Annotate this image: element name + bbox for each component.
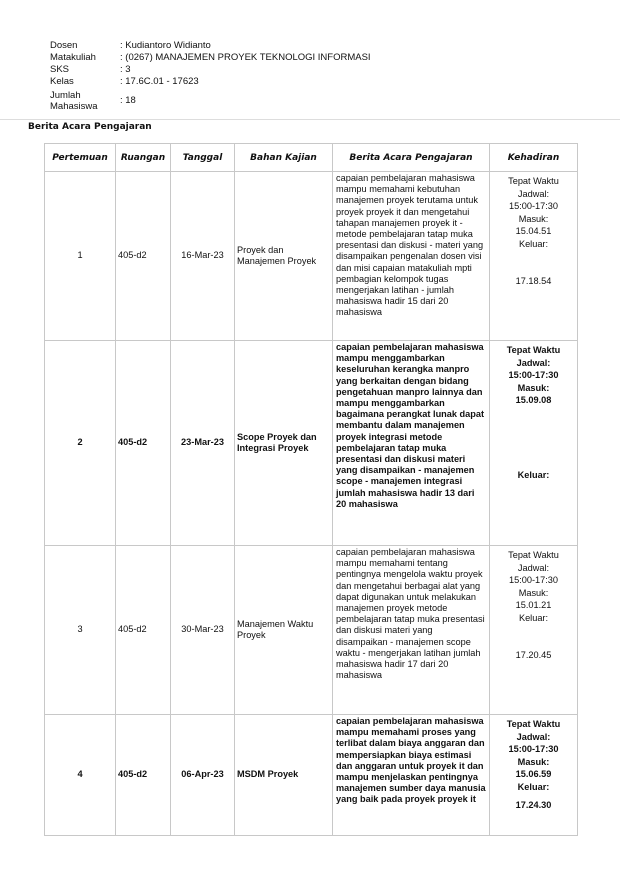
- header-berita-acara: Berita Acara Pengajaran: [333, 144, 490, 172]
- dosen-label: Dosen: [50, 40, 78, 51]
- cell-pertemuan: 1: [45, 172, 116, 341]
- kehadiran-jadwal-label: Jadwal:: [516, 731, 551, 742]
- kehadiran-keluar: 17.18.54: [515, 276, 552, 286]
- jumlah-label-line1: Jumlah: [50, 90, 81, 101]
- kehadiran-masuk-label: Masuk:: [517, 756, 550, 767]
- section-divider: [0, 119, 620, 120]
- kehadiran-keluar-label: Keluar:: [517, 781, 550, 792]
- cell-ruangan: 405-d2: [116, 341, 171, 546]
- kehadiran-keluar-label: Keluar:: [518, 612, 549, 623]
- cell-kehadiran: [490, 715, 578, 836]
- cell-bahan: MSDM Proyek: [235, 715, 333, 836]
- table-header-row: [45, 144, 578, 172]
- kehadiran-masuk: 15.01.21: [515, 600, 552, 610]
- header-bahan-kajian: Bahan Kajian: [235, 144, 333, 172]
- info-jumlah: [50, 90, 371, 112]
- kehadiran-status: Tepat Waktu: [506, 345, 561, 355]
- cell-pertemuan: 2: [45, 341, 116, 546]
- matakuliah-value: : (0267) MANAJEMEN PROYEK TEKNOLOGI INFORMASI: [120, 52, 371, 63]
- sks-value: : 3: [120, 64, 131, 75]
- dosen-value: : Kudiantoro Widianto: [120, 40, 211, 51]
- cell-tanggal: 23-Mar-23: [171, 341, 235, 546]
- info-dosen: [50, 40, 371, 52]
- jumlah-label-line2: Mahasiswa: [50, 101, 98, 112]
- sks-label: SKS: [50, 64, 70, 75]
- info-sks: [50, 64, 371, 76]
- kehadiran-jadwal: 15:00-17:30: [508, 370, 559, 380]
- kehadiran-masuk: 15.06.59: [515, 769, 552, 779]
- cell-kehadiran: [490, 546, 578, 715]
- kehadiran-jadwal: 15:00-17:30: [508, 201, 559, 211]
- matakuliah-label: Matakuliah: [50, 52, 96, 63]
- cell-ruangan: 405-d2: [116, 172, 171, 341]
- header-tanggal: Tanggal: [171, 144, 235, 172]
- cell-kehadiran: [490, 172, 578, 341]
- kehadiran-jadwal-label: Jadwal:: [516, 357, 551, 368]
- table-row: [45, 341, 578, 546]
- header-ruangan: Ruangan: [116, 144, 171, 172]
- kehadiran-masuk-label: Masuk:: [518, 587, 549, 598]
- kehadiran-status: Tepat Waktu: [506, 719, 561, 729]
- kehadiran-keluar: 17.20.45: [515, 650, 552, 660]
- kehadiran-masuk: 15.09.08: [515, 395, 552, 405]
- cell-pertemuan: 3: [45, 546, 116, 715]
- cell-tanggal: 30-Mar-23: [171, 546, 235, 715]
- cell-berita: capaian pembelajaran mahasiswa mampu memahami kebutuhan manajemen proyek terutama untuk proyek proyek it dan mengetahui tahapan manajemen proyek it - metode pembelajaran tatap muka presentasi dan diskusi - materi yang disampaikan pengenalan dosen visi dan misi capaian matakuliah mpti pembagian kelompok tugas mengerjakan latihan - jumlah mahasiswa hadir 15 dari 20 mahasiswa: [333, 172, 490, 341]
- table-row: [45, 715, 578, 836]
- cell-bahan: Manajemen Waktu Proyek: [235, 546, 333, 715]
- kehadiran-masuk-label: Masuk:: [518, 213, 549, 224]
- kehadiran-jadwal-label: Jadwal:: [517, 562, 550, 573]
- jumlah-label: [50, 90, 120, 112]
- kelas-label: Kelas: [50, 76, 74, 87]
- course-info: [50, 40, 371, 112]
- cell-tanggal: 16-Mar-23: [171, 172, 235, 341]
- cell-berita: capaian pembelajaran mahasiswa mampu memahami tentang pentingnya mengelola waktu proyek dan mengetahui berbagai alat yang dapat digunakan untuk melakukan manajemen proyek metode pembelajaran tatap muka presentasi dan diskusi materi yang disampaikan - manajemen scope waktu - mengerjakan latihan jumlah mahasiswa hadir 17 dari 20 mahasiswa: [333, 546, 490, 715]
- cell-berita: capaian pembelajaran mahasiswa mampu memahami proses yang terlibat dalam biaya anggaran dan mempersiapkan biaya estimasi dan anggaran untuk proyek it dan mampu menjelaskan pentingnya manajemen sumber daya manusia yang baik pada proyek proyek it: [333, 715, 490, 836]
- kehadiran-jadwal: 15:00-17:30: [508, 744, 559, 754]
- table-row: [45, 546, 578, 715]
- cell-bahan: Scope Proyek dan Integrasi Proyek: [235, 341, 333, 546]
- kehadiran-jadwal: 15:00-17:30: [508, 575, 559, 585]
- kehadiran-status: Tepat Waktu: [508, 550, 559, 560]
- kehadiran-keluar-label: Keluar:: [517, 469, 550, 480]
- cell-pertemuan: 4: [45, 715, 116, 836]
- kehadiran-status: Tepat Waktu: [508, 176, 559, 186]
- cell-tanggal: 06-Apr-23: [171, 715, 235, 836]
- kehadiran-masuk-label: Masuk:: [517, 382, 550, 393]
- section-title: Berita Acara Pengajaran: [28, 122, 152, 132]
- cell-bahan: Proyek dan Manajemen Proyek: [235, 172, 333, 341]
- kelas-value: : 17.6C.01 - 17623: [120, 76, 199, 87]
- cell-ruangan: 405-d2: [116, 715, 171, 836]
- cell-berita: capaian pembelajaran mahasiswa mampu menggambarkan keseluruhan kerangka manpro yang berkaitan dengan bidang pengetahuan manpro lainnya dan mampu menggambarkan bagaimana perangkat lunak dapat membantu dalam manajemen proyek integrasi metode pembelajaran tatap muka presentasi dan diskusi materi yang disampaikan - manajemen scope - manajemen integrasi jumlah mahasiswa hadir 13 dari 20 mahasiswa: [333, 341, 490, 546]
- kehadiran-masuk: 15.04.51: [515, 226, 552, 236]
- kehadiran-keluar: 17.24.30: [515, 800, 552, 810]
- jumlah-value: : 18: [120, 95, 136, 106]
- cell-kehadiran: [490, 341, 578, 546]
- kehadiran-jadwal-label: Jadwal:: [517, 188, 550, 199]
- info-matakuliah: [50, 52, 371, 64]
- kehadiran-keluar-label: Keluar:: [518, 238, 549, 249]
- header-kehadiran: Kehadiran: [490, 144, 578, 172]
- info-kelas: [50, 76, 371, 88]
- header-pertemuan: Pertemuan: [45, 144, 116, 172]
- cell-ruangan: 405-d2: [116, 546, 171, 715]
- berita-acara-table: [44, 143, 578, 836]
- table-row: [45, 172, 578, 341]
